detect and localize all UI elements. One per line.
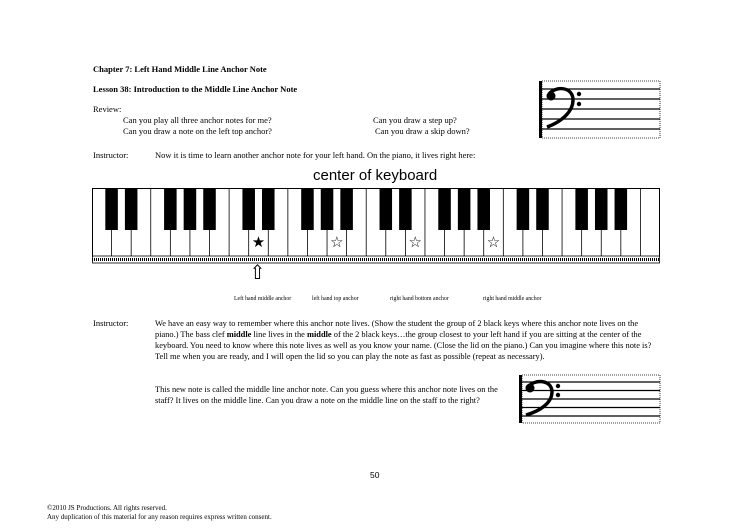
black-key (517, 188, 530, 230)
black-key (380, 188, 393, 230)
lesson-title: Lesson 38: Introduction to the Middle Line Anchor Note (93, 84, 298, 94)
instructor-paragraph-1: We have an easy way to remember where this anchor note lives. (Show the student the group of 2 black keys where this anchor note lives on the piano.) The bass clef middle line lives in the middle of the 2 black keys…the group closest to your left hand if you are sitting at the center of the keyboard. You need to know where this note lives as well as you know your name. (Close the lid on the piano.) Can you imagine where this note is? Tell me when you are ready, and I will open the lid so you can play the note as fast as possible (repeat as necessary). (155, 319, 652, 361)
up-arrow-icon: ⇧ (249, 262, 266, 284)
black-key (438, 188, 451, 230)
page-number: 50 (370, 470, 380, 480)
center-of-keyboard-label: center of keyboard (313, 167, 438, 184)
black-key (184, 188, 197, 230)
open-star-icon: ☆ (408, 233, 422, 251)
instructor-paragraph-2: This new note is called the middle line anchor note. Can you guess where this anchor note lives on the staff? It lives on the middle line. Can you draw a note on the middle line on the staff to the right? (155, 385, 498, 405)
black-key (458, 188, 471, 230)
open-star-icon: ☆ (486, 233, 501, 251)
instructor-label-2: Instructor: (93, 318, 129, 328)
review-heading: Review: (93, 104, 122, 114)
filled-star-icon: ★ (251, 233, 266, 251)
chapter-title: Chapter 7: Left Hand Middle Line Anchor Note (93, 64, 267, 74)
label-right-hand-middle-anchor: right hand middle anchor (483, 296, 542, 302)
black-key (595, 188, 608, 230)
black-key (203, 188, 216, 230)
review-question-3: Can you draw a note on the left top anchor? (123, 126, 272, 136)
duplication-notice: Any duplication of this material for any reason requires express written consent. (47, 513, 272, 521)
black-key (321, 188, 334, 230)
black-key (399, 188, 412, 230)
review-question-2: Can you draw a step up? (373, 115, 457, 125)
black-key (262, 188, 275, 230)
black-key (575, 188, 588, 230)
instructor-text-1: Now it is time to learn another anchor note for your left hand. On the piano, it lives right here: (155, 150, 476, 160)
label-right-hand-bottom-anchor: right hand bottom anchor (390, 296, 449, 302)
bass-clef-staff-top (539, 80, 661, 140)
black-key (125, 188, 138, 230)
black-key (164, 188, 177, 230)
black-key (477, 188, 490, 230)
black-key (340, 188, 353, 230)
label-left-hand-middle-anchor: Left hand middle anchor (234, 296, 292, 302)
black-key (615, 188, 628, 230)
black-key (105, 188, 118, 230)
label-left-hand-top-anchor: left hand top anchor (312, 296, 359, 302)
black-key (301, 188, 314, 230)
review-question-1: Can you play all three anchor notes for me? (123, 115, 272, 125)
copyright-line: ©2010 JS Productions. All rights reserved. (47, 504, 167, 512)
keyboard-frame (93, 189, 660, 257)
piano-keyboard (92, 188, 660, 264)
instructor-label-1: Instructor: (93, 150, 129, 160)
review-question-4: Can you draw a skip down? (375, 126, 470, 136)
black-key (242, 188, 255, 230)
open-star-icon: ☆ (330, 233, 344, 251)
bass-clef-staff-bottom (519, 374, 661, 425)
black-key (536, 188, 549, 230)
